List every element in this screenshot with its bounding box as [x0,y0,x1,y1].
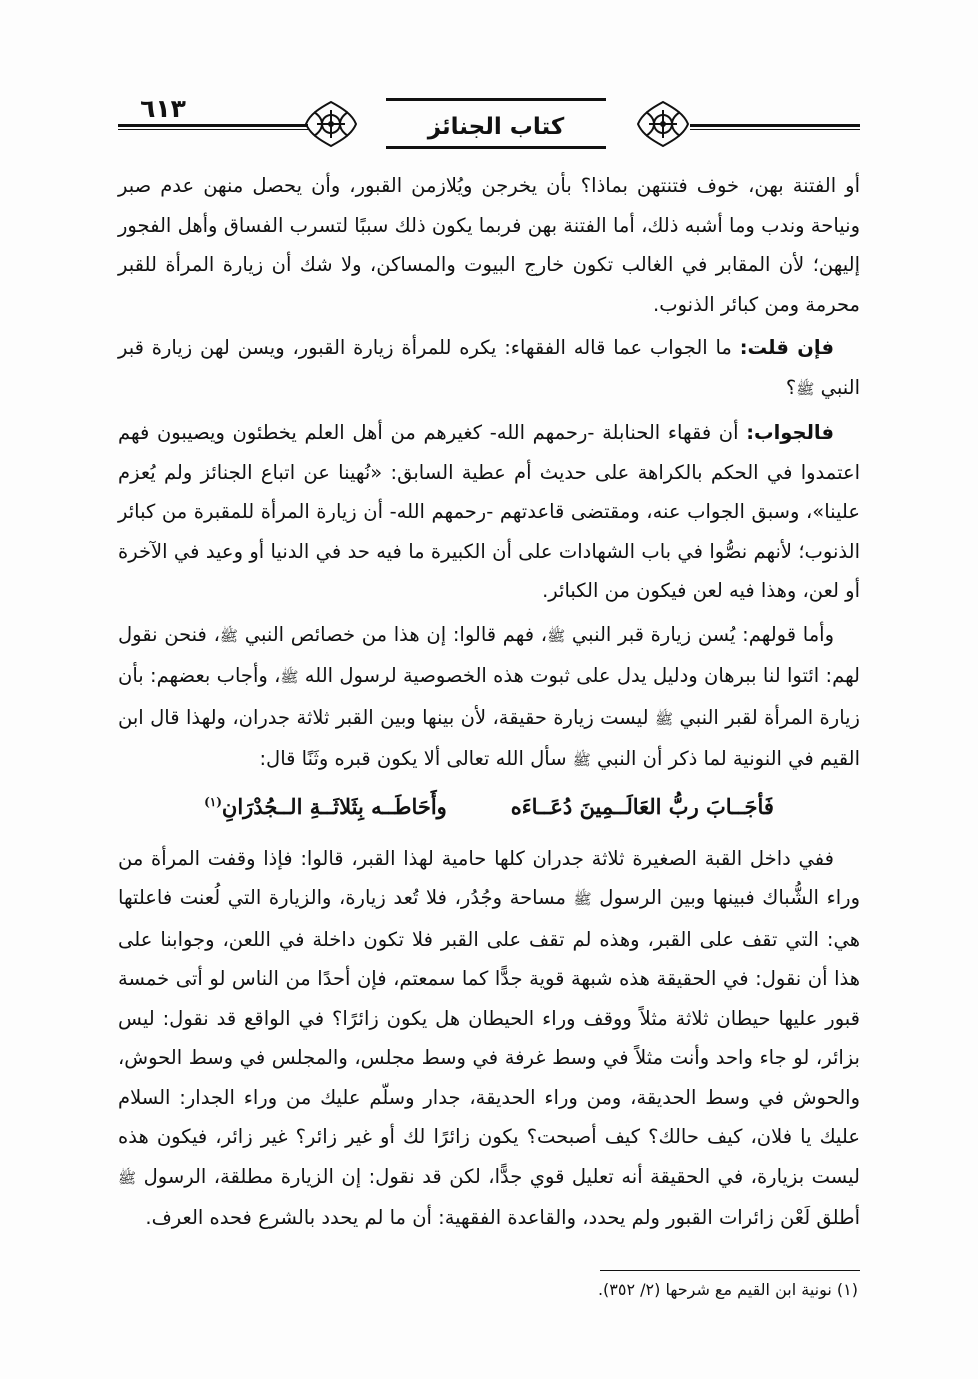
honorific-glyph: ﷺ [118,1168,137,1187]
footnote: (١) نونية ابن القيم مع شرحها (٢/ ٣٥٢). [597,1280,858,1299]
header-rule-right-thin [690,129,860,130]
paragraph-4-text: ليست زيارة حقيقة، لأن بينها وبين القبر ثلاثة جدران، ولهذا قال ابن القيم في النونية لما ذكر أن النبي [118,705,860,770]
poetry-verse [118,785,860,829]
honorific-glyph: ﷺ [547,626,566,645]
honorific-glyph: ﷺ [280,668,299,686]
paragraph-5-text: أطلق لَعْن زائرات القبور ولم يحدد، والقاعدة الفقهية: أن ما لم يحدد بالشرع فحده العرف. [145,1206,860,1229]
paragraph-3-text: أن فقهاء الحنابلة -رحمهم الله- كغيرهم من أهل العلم يخطئون ويصيبون فهم اعتمدوا في الحكم بالكراهة على حديث أم عطية السابق: «نُهينا عن اتباع الجنائز ولم يُعزم علينا»، وسبق الجواب عنه، ومقتضى قاعدتهم -رحمهم الله- أن زيارة المرأة للمقبرة من كبائر الذنوب؛ لأنهم نصُّوا في باب الشهادات على أن الكبيرة ما فيه حد في الدنيا أو وعيد في الآخرة أو لعن، وهذا فيه لعن فيكون من الكبائر. [118,421,860,602]
honorific-glyph: ﷺ [572,751,591,769]
footnote-marker[interactable]: (١) [204,794,222,809]
paragraph-3 [118,413,860,611]
paragraph-5-text: ففي داخل القبة الصغيرة ثلاثة جدران كلها حامية لهذا القبر، قالوا: فإذا وقفت المرأة من وراء الشُّباك فبينها وبين الرسول [118,846,860,909]
floral-ornament-icon [634,98,692,150]
title-bottom-rule [386,146,606,149]
honorific-glyph: ﷺ [573,890,592,908]
verse-hemistich-second [204,785,447,829]
footnote-rule [600,1270,860,1271]
paragraph-4-text: وأما قولهم: يُسن زيارة قبر النبي [565,622,834,646]
paragraph-5 [118,839,860,1238]
floral-ornament-icon [302,98,360,150]
paragraph-5-text: مساحة وجُدُر، فلا تُعد زيارة، والزيارة التي لُعنت فاعلتها هي: التي تقف على القبر، وهذه لم تقف على القبر فلا تكون داخلة في اللعن، وجوابنا على هذا أن نقول: في الحقيقة هذه شبهة قوية جدًّا كما سمعتم، فإن أحدًا من الناس لو أتى خمسة قبور عليها حيطان ثلاثة مثلاً ووقف وراء الحيطان هل يكون زائرًا؟ في الواقع قد نقول: ليس بزائر، لو جاء واحد وأنت مثلاً في وسط غرفة في وسط مجلس، والمجلس في وسط الحوش، والحوش في وسط الحديقة، ومن وراء الحديقة، جدار وسلّم عليك من وراء الجدار: السلام عليك يا فلان، كيف حالك؟ كيف أصبحت؟ يكون زائرًا لك أو غير زائر؟ غير زائر، فيكون هذه ليست بزيارة، في الحقيقة أنه تعليل قوي جدًّا، لكن قد نقول: إن الزيارة مطلقة، الرسول [118,886,860,1188]
paragraph-4-text: سأل الله تعالى ألا يكون قبره وثَنًا قال: [259,747,573,770]
paragraph-2-lead: فإن قلت: [739,336,834,359]
paragraph-2-end: ؟ [785,375,797,399]
running-title: كتاب الجنائز [427,114,565,140]
paragraph-4 [118,615,860,781]
header-rule-left-thin [118,129,308,130]
header-rule-right [690,124,860,127]
verse-hemistich-first: فَأجَــابَ ربُّ العَالَــمِينَ دُعَــاءَه [510,793,774,819]
paragraph-4-text: ، وأجاب بعضهم: بأن زيارة المرأة لقبر النبي [118,664,860,729]
paragraph-2 [118,328,860,409]
paragraph-1: أو الفتنة بهن، خوف فتنتهن بماذا؟ بأن يخرجن ويُلازمن القبور، وأن يحصل منهن عدم صبر ونياحة وندب وما أشبه ذلك، أما الفتنة بهن فربما يكون ذلك سببًا لتسرب الفساق وأهل الفجور إليهن؛ لأن المقابر في الغالب تكون خارج البيوت والمساكن، ولا شك أن زيارة المرأة للقبر محرمة ومن كبائر الذنوب. [118,174,860,316]
page-number: ٦١٣ [140,94,186,123]
paragraph-3-lead: فالجواب: [746,421,834,444]
verse-hemistich-second-text: وأَحَاطَــه بِثَلاثَــةِ الــجُدْرَانِ [221,793,447,819]
body-text [118,166,860,1242]
honorific-glyph: ﷺ [654,709,674,728]
honorific-glyph: ﷺ [796,379,815,398]
header-rule-left [118,124,308,127]
title-top-rule [386,98,606,101]
paragraph-2-text: ما الجواب عما قاله الفقهاء: يكره للمرأة زيارة القبور، ويسن لهن زيارة قبر النبي [118,336,860,399]
paragraph-4-text: ، فنحن نقول لهم: ائتوا لنا ببرهان ودليل يدل على ثبوت هذه الخصوصية لرسول الله [118,622,860,687]
honorific-glyph: ﷺ [219,626,239,645]
paragraph-4-text: ، فهم قالوا: إن هذا من خصائص النبي [238,622,548,646]
